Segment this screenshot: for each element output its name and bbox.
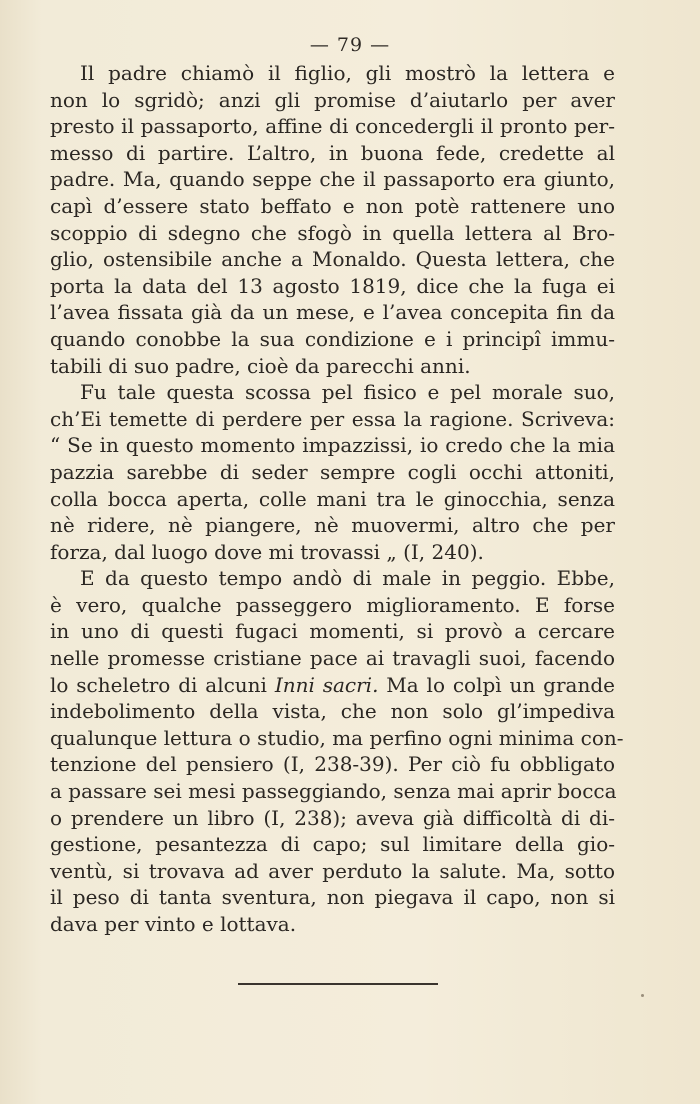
text-line: a passare sei mesi passeggiando, senza mai aprir bocca [50, 779, 617, 804]
text-line: pazzia sarebbe di seder sempre cogli occhi attoniti, [50, 459, 615, 484]
page-number: — 79 — [309, 34, 391, 56]
text-line: colla bocca aperta, colle mani tra le ginocchia, senza [50, 486, 615, 511]
text-line: in uno di questi fugaci momenti, si provò a cercare [50, 619, 615, 644]
footer-divider [238, 983, 438, 985]
text-line: il peso di tanta sventura, non piegava il capo, non si [50, 885, 615, 910]
text-line: Il padre chiamò il figlio, gli mostrò la lettera e [80, 61, 615, 85]
text-line: glio, ostensibile anche a Monaldo. Questa lettera, che [50, 247, 615, 272]
text-line: tenzione del pensiero (I, 238-39). Per ciò fu obbligato [50, 752, 615, 777]
text-line: indebolimento della vista, che non solo gl’impediva [50, 699, 615, 724]
paragraph-2 [50, 379, 615, 565]
text-line: dava per vinto e lottava. [50, 912, 297, 936]
text-line: presto il passaporto, affine di concedergli il pronto per- [50, 114, 615, 139]
text-line: o prendere un libro (I, 238); aveva già difficoltà di di- [50, 805, 615, 830]
text-line: Fu tale questa scossa pel fisico e pel morale suo, [80, 380, 615, 405]
text-line: padre. Ma, quando seppe che il passaporto era giunto, [50, 167, 615, 192]
paragraph-3 [50, 565, 624, 937]
text-line: gestione, pesantezza di capo; sul limitare della gio- [50, 832, 615, 857]
text-line: porta la data del 13 agosto 1819, dice che la fuga ei [50, 273, 615, 298]
text-line: è vero, qualche passeggero miglioramento. E forse [50, 592, 615, 617]
text-line: forza, dal luogo dove mi trovassi „ (I, 240). [50, 539, 484, 564]
text-line: qualunque lettura o studio, ma perfino ogni minima con- [50, 725, 624, 750]
text-line: ch’Ei temette di perdere per essa la ragione. Scriveva: [50, 406, 615, 431]
text-line: l’avea fissata già da un mese, e l’avea concepita fin da [50, 300, 615, 325]
text-line: tabili di suo padre, cioè da parecchi anni. [50, 353, 471, 378]
text-fragment: Ma lo colpì un grande [378, 672, 615, 697]
text-fragment: lo scheletro di alcuni [50, 672, 275, 697]
text-line: scoppio di sdegno che sfogò in quella lettera al Bro- [50, 220, 615, 245]
text-line: ventù, si trovava ad aver perduto la salute. Ma, sotto [50, 858, 615, 883]
text-line: capì d’essere stato beffato e non potè rattenere uno [50, 193, 615, 218]
text-line: “ Se in questo momento impazzissi, io credo che la mia [50, 433, 615, 458]
text-line: quando conobbe la sua condizione e i principî immu- [50, 326, 615, 351]
italic-title: Inni sacri. [274, 672, 379, 697]
text-line-with-title [50, 672, 615, 699]
page-body [50, 60, 624, 938]
paragraph-1 [50, 60, 615, 379]
text-line: nè ridere, nè piangere, nè muovermi, altro che per [50, 513, 615, 538]
text-line: E da questo tempo andò di male in peggio. Ebbe, [80, 566, 615, 591]
text-line: messo di partire. L’altro, in buona fede, credette al [50, 140, 615, 165]
text-line: non lo sgridò; anzi gli promise d’aiutarlo per aver [50, 87, 615, 112]
text-line: nelle promesse cristiane pace ai travagli suoi, facendo [50, 646, 615, 671]
paper-speck [641, 994, 644, 997]
